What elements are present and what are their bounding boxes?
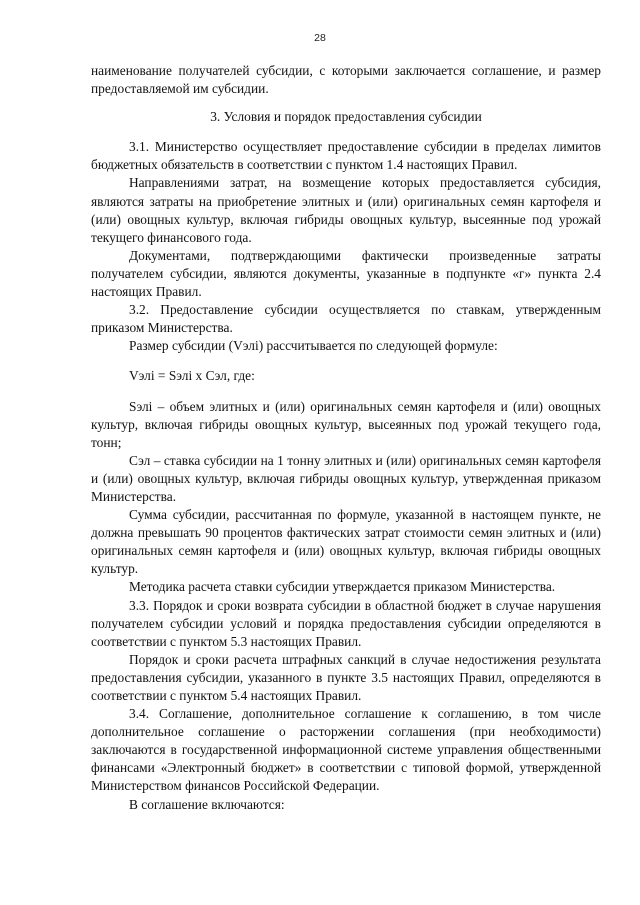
paragraph-rate-methodology: Методика расчета ставки субсидии утверждается приказом Министерства.	[129, 579, 556, 595]
paragraph-definition-volume: Sэлi – объем элитных и (или) оригинальных семян картофеля и (или) овощных культур, включая гибриды овощных культур, высеянных под урожай текущего года, тонн;	[91, 398, 601, 450]
paragraph-3-4: 3.4. Соглашение, дополнительное соглашение к соглашению, в том числе дополнительное соглашение о расторжении соглашения (при необходимости) заключаются в государственной информационной системе управления общественными финансами «Электронный бюджет» в соответствии с типовой формой, утвержденной Министерством финансов Российской Федерации.	[91, 706, 601, 794]
paragraph-supporting-documents: Документами, подтверждающими фактически произведенные затраты получателем субсидии, являются документы, указанные в подпункте «г» пункта 2.4 настоящих Правил.	[91, 247, 601, 300]
paragraph-formula-intro: Размер субсидии (Vэлi) рассчитывается по следующей формуле:	[129, 338, 498, 354]
paragraph-penalties: Порядок и сроки расчета штрафных санкций в случае недостижения результата предоставления субсидии, указанного в пункте 3.5 настоящих Правил, определяются в соответствии с пунктом 5.4 настоящих Правил.	[91, 651, 601, 703]
paragraph-3-3: 3.3. Порядок и сроки возврата субсидии в областной бюджет в случае нарушения получателем субсидии условий и порядка предоставления субсидии определяются в соответствии с пунктом 5.3 настоящих Правил.	[91, 597, 601, 649]
page-number: 28	[314, 32, 326, 44]
section-heading: 3. Условия и порядок предоставления субсидии	[210, 109, 482, 125]
paragraph-3-2: 3.2. Предоставление субсидии осуществляется по ставкам, утвержденным приказом Министерства.	[91, 302, 601, 336]
paragraph-agreement-includes: В соглашение включаются:	[129, 796, 285, 812]
paragraph-continuation: наименование получателей субсидии, с которыми заключается соглашение, и размер предоставляемой им субсидии.	[91, 63, 601, 97]
paragraph-expense-directions: Направлениями затрат, на возмещение которых предоставляется субсидия, являются затраты на приобретение элитных и (или) оригинальных семян картофеля и (или) овощных культур, включая гибриды овощных культур, высеянные под урожай текущего финансового года.	[91, 175, 601, 245]
formula: Vэлi = Sэлi х Сэл, где:	[129, 368, 255, 384]
paragraph-3-1: 3.1. Министерство осуществляет предоставление субсидии в пределах лимитов бюджетных обязательств в соответствии с пунктом 1.4 настоящих Правил.	[91, 139, 601, 173]
document-body	[91, 62, 601, 814]
paragraph-definition-rate: Сэл – ставка субсидии на 1 тонну элитных и (или) оригинальных семян картофеля и (или) овощных культур, включая гибриды овощных культур, утвержденная приказом Министерства.	[91, 452, 601, 504]
paragraph-subsidy-limit: Сумма субсидии, рассчитанная по формуле, указанной в настоящем пункте, не должна превышать 90 процентов фактических затрат стоимости семян элитных и (или) оригинальных семян картофеля и (или) овощных культур, включая гибриды овощных культур.	[91, 507, 601, 577]
